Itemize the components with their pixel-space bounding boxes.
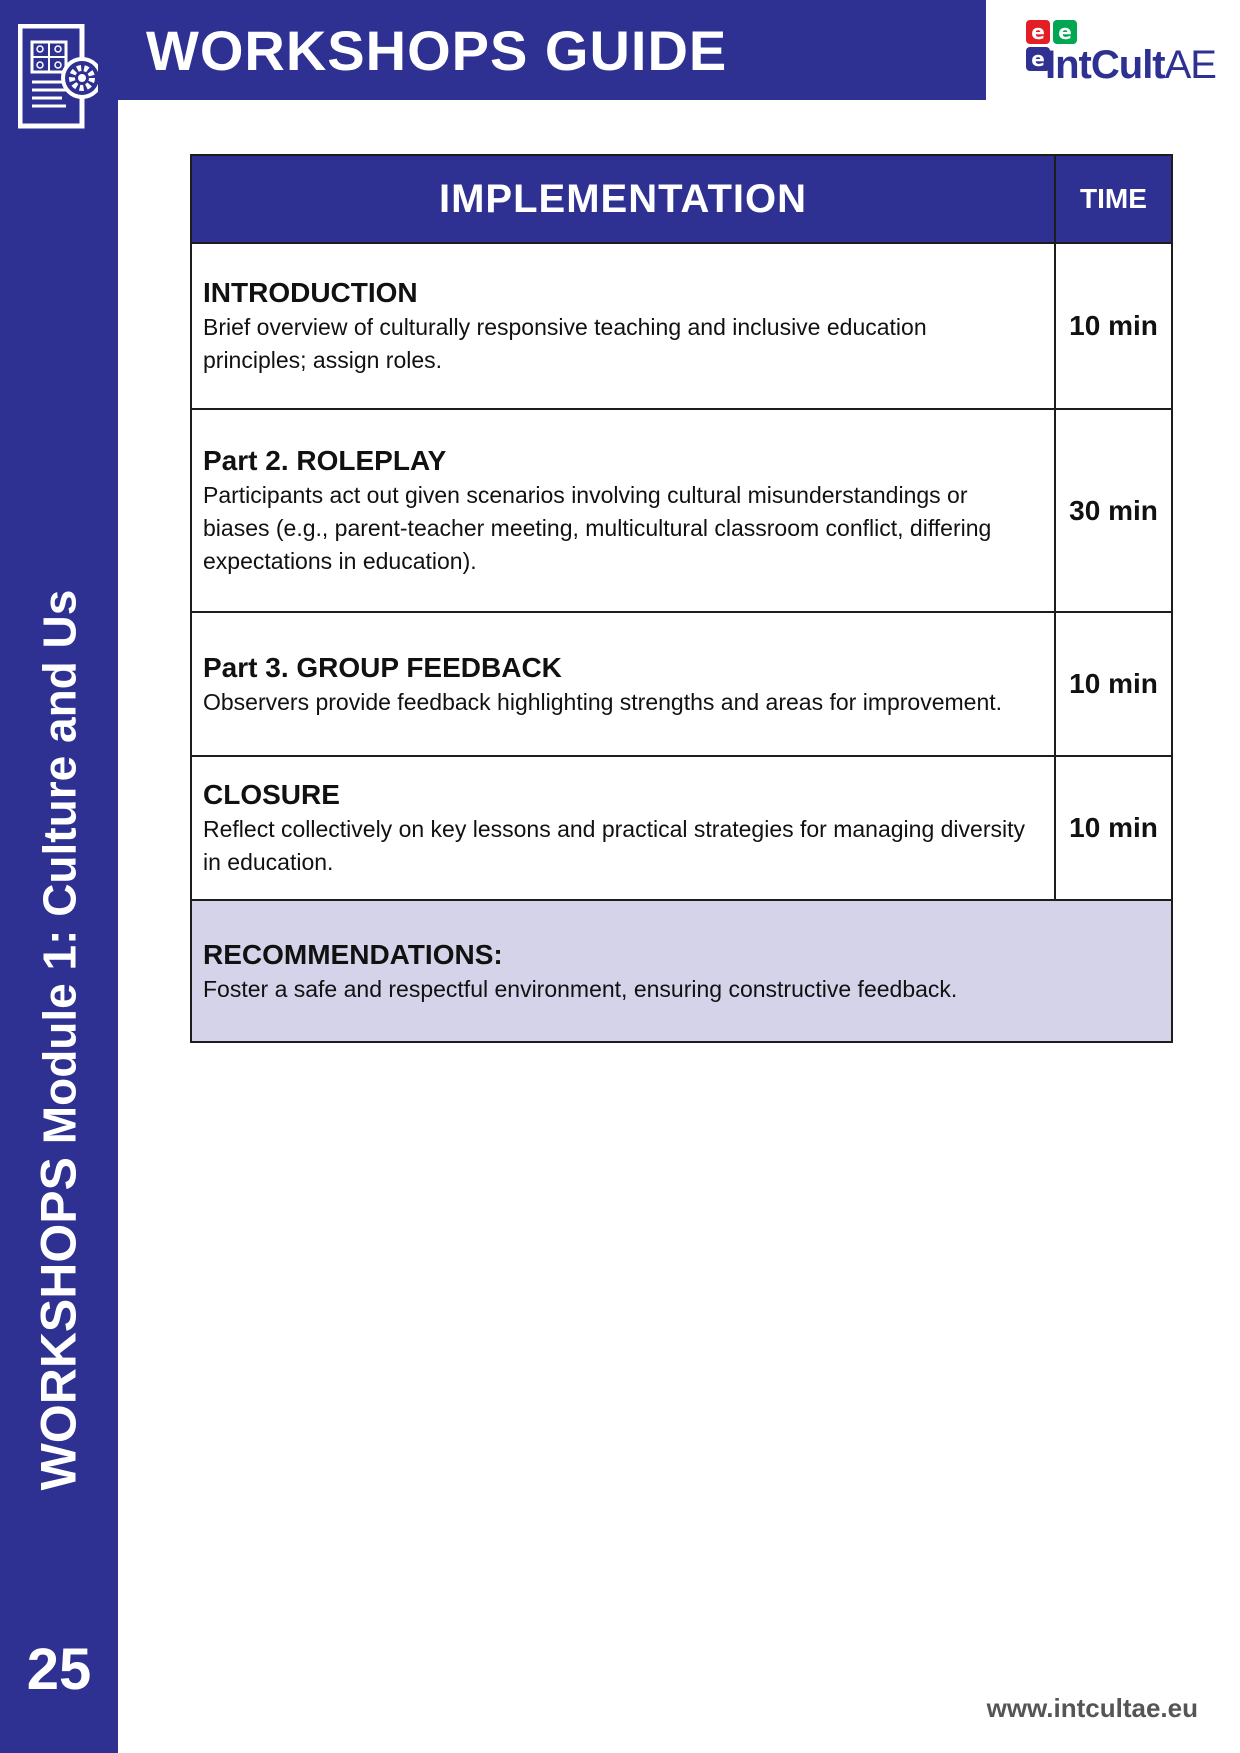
implementation-table: [190, 154, 1173, 1043]
logo-wordmark: [1045, 42, 1216, 88]
time-header: TIME: [1055, 155, 1172, 243]
recommendations-title: RECOMMENDATIONS:: [203, 938, 503, 970]
implementation-header: IMPLEMENTATION: [191, 155, 1055, 243]
page-number: 25: [26, 1637, 92, 1702]
table-row: [191, 409, 1172, 612]
step-time: 30 min: [1055, 409, 1172, 612]
table-row: [191, 612, 1172, 756]
table-row: [191, 243, 1172, 409]
step-time: 10 min: [1055, 612, 1172, 756]
svg-text:e: e: [1031, 20, 1045, 44]
recommendations-row: [191, 900, 1172, 1042]
step-title: Part 3. GROUP FEEDBACK: [203, 651, 562, 683]
recommendations-text: Foster a safe and respectful environment, ensuring constructive feedback.: [203, 975, 958, 1002]
module-label-bold: WORKSHOPS: [30, 1157, 87, 1491]
step-description: Participants act out given scenarios involving cultural misunderstandings or biases (e.g., parent-teacher meeting, multicultural classroom conflict, differing expectations in education).: [203, 482, 992, 574]
table-row: [191, 756, 1172, 900]
step-time: 10 min: [1055, 243, 1172, 409]
step-description: Reflect collectively on key lessons and practical strategies for managing diversity in education.: [203, 816, 1025, 875]
step-cell: [191, 756, 1055, 900]
step-cell: [191, 612, 1055, 756]
step-title: Part 2. ROLEPLAY: [203, 445, 447, 476]
svg-text:e: e: [1058, 20, 1072, 44]
logo-wordmark-light: AE: [1164, 43, 1216, 87]
page-title: WORKSHOPS GUIDE: [146, 19, 728, 82]
step-time: 10 min: [1055, 756, 1172, 900]
workshop-document-icon: [18, 24, 98, 130]
step-cell: [191, 409, 1055, 612]
step-description: Observers provide feedback highlighting strengths and areas for improvement.: [203, 688, 1003, 715]
module-label-rest: Module 1: Culture and Us: [33, 589, 86, 1158]
step-title: INTRODUCTION: [203, 277, 418, 308]
step-title: CLOSURE: [203, 779, 340, 810]
recommendations-cell: [191, 900, 1172, 1042]
step-description: Brief overview of culturally responsive teaching and inclusive education principles; assign roles.: [203, 314, 927, 373]
step-cell: [191, 243, 1055, 409]
svg-text:e: e: [1031, 47, 1045, 71]
website-link[interactable]: www.intcultae.eu: [986, 1693, 1198, 1723]
logo-wordmark-bold: IntCult: [1045, 43, 1165, 87]
module-label: [29, 590, 90, 1491]
